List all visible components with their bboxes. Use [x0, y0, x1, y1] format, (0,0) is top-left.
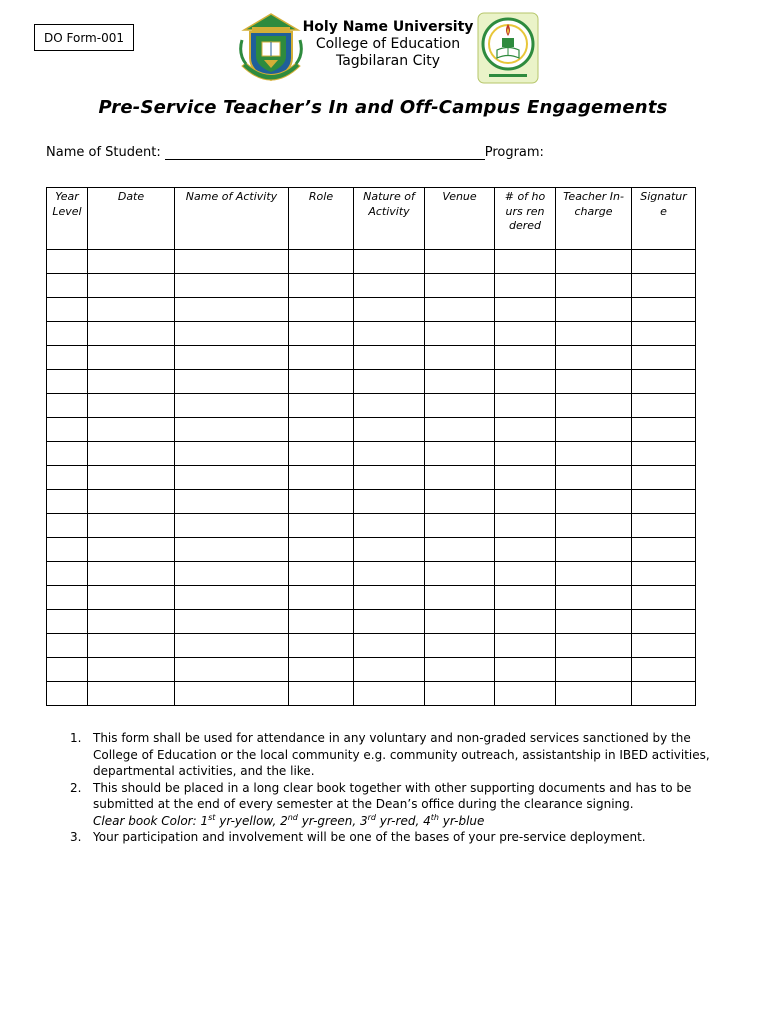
table-row — [47, 442, 696, 466]
table-cell[interactable] — [556, 490, 632, 514]
table-cell[interactable] — [88, 370, 175, 394]
table-cell[interactable] — [289, 538, 354, 562]
table-cell[interactable] — [289, 322, 354, 346]
college-of-education-logo-icon — [477, 12, 539, 84]
table-cell[interactable] — [354, 538, 425, 562]
column-header: Nature of Activity — [354, 188, 425, 250]
table-cell[interactable] — [88, 466, 175, 490]
table-cell[interactable] — [632, 610, 696, 634]
table-cell[interactable] — [175, 442, 289, 466]
table-cell[interactable] — [556, 346, 632, 370]
table-cell[interactable] — [175, 658, 289, 682]
table-cell[interactable] — [354, 322, 425, 346]
table-cell[interactable] — [425, 298, 495, 322]
table-cell[interactable] — [289, 394, 354, 418]
table-cell[interactable] — [175, 394, 289, 418]
table-cell[interactable] — [88, 346, 175, 370]
table-cell[interactable] — [88, 514, 175, 538]
table-cell[interactable] — [495, 682, 556, 706]
table-row — [47, 658, 696, 682]
table-cell[interactable] — [88, 298, 175, 322]
table-cell[interactable] — [47, 370, 88, 394]
table-cell[interactable] — [175, 274, 289, 298]
table-cell[interactable] — [556, 466, 632, 490]
table-cell[interactable] — [175, 490, 289, 514]
table-row — [47, 346, 696, 370]
color-note-part: yr-red, 4 — [375, 813, 431, 828]
instruction-number: 2. — [70, 780, 82, 795]
table-cell[interactable] — [47, 610, 88, 634]
table-cell[interactable] — [289, 634, 354, 658]
table-cell[interactable] — [47, 394, 88, 418]
table-header-row — [47, 188, 696, 250]
table-cell[interactable] — [47, 466, 88, 490]
table-cell[interactable] — [632, 634, 696, 658]
table-cell[interactable] — [425, 346, 495, 370]
table-cell[interactable] — [495, 658, 556, 682]
table-cell[interactable] — [88, 658, 175, 682]
table-cell[interactable] — [556, 418, 632, 442]
instruction-item — [66, 780, 726, 830]
table-cell[interactable] — [425, 490, 495, 514]
table-cell[interactable] — [354, 250, 425, 274]
table-cell[interactable] — [495, 610, 556, 634]
table-cell[interactable] — [354, 274, 425, 298]
instruction-item — [66, 829, 726, 846]
table-cell[interactable] — [88, 586, 175, 610]
instruction-text: This should be placed in a long clear book together with other supporting documents and has to be submitted at the end of every semester at the Dean’s office during the clearance signing. — [93, 780, 692, 811]
table-cell[interactable] — [175, 610, 289, 634]
table-cell[interactable] — [289, 370, 354, 394]
instruction-number: 3. — [70, 830, 82, 844]
table-cell[interactable] — [88, 250, 175, 274]
table-cell[interactable] — [495, 586, 556, 610]
table-cell[interactable] — [289, 658, 354, 682]
instruction-item — [66, 730, 726, 780]
table-cell[interactable] — [556, 514, 632, 538]
table-body — [47, 250, 696, 706]
table-cell[interactable] — [556, 538, 632, 562]
table-cell[interactable] — [175, 418, 289, 442]
table-cell[interactable] — [495, 322, 556, 346]
clear-book-color-note — [93, 814, 484, 828]
student-name-field[interactable] — [165, 145, 485, 160]
instructions-list — [66, 730, 726, 846]
table-cell[interactable] — [175, 562, 289, 586]
column-header: # of hours rendered — [495, 188, 556, 250]
table-cell[interactable] — [47, 682, 88, 706]
table-cell[interactable] — [495, 298, 556, 322]
form-code: DO Form-001 — [44, 30, 124, 45]
program-label: Program: — [484, 145, 544, 160]
table-cell[interactable] — [354, 370, 425, 394]
table-cell[interactable] — [175, 298, 289, 322]
table-cell[interactable] — [354, 298, 425, 322]
table-row — [47, 682, 696, 706]
university-logo-icon — [238, 10, 304, 90]
table-cell[interactable] — [354, 346, 425, 370]
table-cell[interactable] — [495, 442, 556, 466]
table-cell[interactable] — [88, 418, 175, 442]
table-cell[interactable] — [632, 442, 696, 466]
table-cell[interactable] — [175, 250, 289, 274]
table-row — [47, 250, 696, 274]
table-cell[interactable] — [556, 370, 632, 394]
table-cell[interactable] — [632, 538, 696, 562]
column-header: Venue — [425, 188, 495, 250]
table-cell[interactable] — [289, 562, 354, 586]
table-cell[interactable] — [47, 274, 88, 298]
table-cell[interactable] — [632, 370, 696, 394]
table-row — [47, 298, 696, 322]
table-cell[interactable] — [289, 418, 354, 442]
table-cell[interactable] — [632, 682, 696, 706]
table-cell[interactable] — [88, 682, 175, 706]
table-cell[interactable] — [495, 562, 556, 586]
color-note-part: yr-green, 3 — [297, 813, 368, 828]
table-cell[interactable] — [425, 634, 495, 658]
column-header: Signature — [632, 188, 696, 250]
table-cell[interactable] — [175, 466, 289, 490]
table-cell[interactable] — [175, 370, 289, 394]
table-cell[interactable] — [632, 322, 696, 346]
table-cell[interactable] — [425, 466, 495, 490]
table-cell[interactable] — [47, 562, 88, 586]
table-cell[interactable] — [88, 274, 175, 298]
form-code-box — [34, 24, 134, 51]
table-row — [47, 394, 696, 418]
table-cell[interactable] — [289, 514, 354, 538]
table-cell[interactable] — [495, 466, 556, 490]
table-cell[interactable] — [556, 610, 632, 634]
table-cell[interactable] — [556, 442, 632, 466]
table-row — [47, 610, 696, 634]
table-cell[interactable] — [175, 346, 289, 370]
table-cell[interactable] — [88, 562, 175, 586]
table-cell[interactable] — [556, 274, 632, 298]
table-cell[interactable] — [495, 346, 556, 370]
table-cell[interactable] — [289, 466, 354, 490]
header-text — [300, 19, 476, 70]
table-row — [47, 418, 696, 442]
color-note-superscript: nd — [287, 812, 298, 822]
table-cell[interactable] — [556, 586, 632, 610]
table-cell[interactable] — [632, 514, 696, 538]
instruction-text: Your participation and involvement will be one of the bases of your pre-service deployment. — [93, 830, 646, 844]
table-cell[interactable] — [354, 634, 425, 658]
student-name-label: Name of Student: — [46, 145, 161, 160]
table-row — [47, 466, 696, 490]
color-note-superscript: st — [208, 812, 216, 822]
table-cell[interactable] — [289, 682, 354, 706]
table-cell[interactable] — [289, 274, 354, 298]
table-cell[interactable] — [632, 586, 696, 610]
table-cell[interactable] — [495, 394, 556, 418]
table-cell[interactable] — [632, 298, 696, 322]
table-cell[interactable] — [632, 274, 696, 298]
table-cell[interactable] — [354, 442, 425, 466]
table-cell[interactable] — [354, 610, 425, 634]
table-cell[interactable] — [425, 562, 495, 586]
table-cell[interactable] — [354, 466, 425, 490]
table-cell[interactable] — [175, 538, 289, 562]
table-cell[interactable] — [88, 634, 175, 658]
table-cell[interactable] — [425, 442, 495, 466]
table-cell[interactable] — [354, 586, 425, 610]
table-cell[interactable] — [175, 322, 289, 346]
table-cell[interactable] — [632, 562, 696, 586]
table-cell[interactable] — [556, 658, 632, 682]
table-row — [47, 634, 696, 658]
table-cell[interactable] — [47, 322, 88, 346]
table-cell[interactable] — [495, 274, 556, 298]
table-cell[interactable] — [175, 586, 289, 610]
table-cell[interactable] — [88, 490, 175, 514]
city-name: Tagbilaran City — [335, 53, 441, 69]
column-header: Date — [88, 188, 175, 250]
table-cell[interactable] — [495, 370, 556, 394]
table-cell[interactable] — [88, 442, 175, 466]
table-cell[interactable] — [425, 394, 495, 418]
table-cell[interactable] — [425, 682, 495, 706]
table-cell[interactable] — [495, 250, 556, 274]
table-row — [47, 274, 696, 298]
table-row — [47, 322, 696, 346]
table-cell[interactable] — [47, 346, 88, 370]
table-row — [47, 562, 696, 586]
table-cell[interactable] — [354, 490, 425, 514]
color-note-superscript: th — [430, 812, 439, 822]
table-cell[interactable] — [425, 370, 495, 394]
table-cell[interactable] — [425, 610, 495, 634]
table-cell[interactable] — [47, 250, 88, 274]
table-cell[interactable] — [425, 658, 495, 682]
table-cell[interactable] — [556, 394, 632, 418]
table-cell[interactable] — [425, 250, 495, 274]
column-header: Name of Activity — [175, 188, 289, 250]
table-cell[interactable] — [556, 682, 632, 706]
table-cell[interactable] — [632, 346, 696, 370]
table-cell[interactable] — [425, 418, 495, 442]
column-header: Role — [289, 188, 354, 250]
table-cell[interactable] — [425, 538, 495, 562]
table-cell[interactable] — [289, 490, 354, 514]
color-note-part: yr-yellow, 2 — [215, 813, 288, 828]
column-header: Year Level — [47, 188, 88, 250]
table-cell[interactable] — [632, 490, 696, 514]
table-cell[interactable] — [354, 658, 425, 682]
table-row — [47, 370, 696, 394]
table-cell[interactable] — [175, 514, 289, 538]
table-row — [47, 538, 696, 562]
table-cell[interactable] — [47, 490, 88, 514]
table-cell[interactable] — [556, 298, 632, 322]
table-cell[interactable] — [47, 634, 88, 658]
color-note-superscript: rd — [367, 812, 376, 822]
table-row — [47, 586, 696, 610]
table-cell[interactable] — [289, 346, 354, 370]
table-cell[interactable] — [425, 274, 495, 298]
instruction-text: This form shall be used for attendance in any voluntary and non-graded services sanctioned by the College of Education or the local community e.g. community outreach, assistantship in IBED activities, departmental activities, and the like. — [93, 731, 710, 778]
column-header: Teacher In-charge — [556, 188, 632, 250]
table-row — [47, 490, 696, 514]
college-name: College of Education — [315, 36, 461, 52]
table-cell[interactable] — [47, 658, 88, 682]
table-cell[interactable] — [354, 418, 425, 442]
table-cell[interactable] — [354, 682, 425, 706]
table-cell[interactable] — [175, 634, 289, 658]
table-cell[interactable] — [289, 586, 354, 610]
table-cell[interactable] — [556, 250, 632, 274]
table-cell[interactable] — [495, 538, 556, 562]
table-cell[interactable] — [425, 322, 495, 346]
table-cell[interactable] — [495, 418, 556, 442]
table-cell[interactable] — [632, 466, 696, 490]
table-cell[interactable] — [47, 586, 88, 610]
table-cell[interactable] — [556, 562, 632, 586]
table-cell[interactable] — [47, 538, 88, 562]
color-note-part: Clear book Color: 1 — [93, 813, 209, 828]
table-cell[interactable] — [495, 514, 556, 538]
table-cell[interactable] — [289, 442, 354, 466]
table-cell[interactable] — [354, 394, 425, 418]
table-cell[interactable] — [47, 418, 88, 442]
table-cell[interactable] — [289, 298, 354, 322]
instruction-number: 1. — [70, 731, 82, 745]
table-cell[interactable] — [289, 610, 354, 634]
table-cell[interactable] — [632, 418, 696, 442]
table-cell[interactable] — [632, 250, 696, 274]
table-cell[interactable] — [354, 562, 425, 586]
table-cell[interactable] — [495, 490, 556, 514]
form-title: Pre-Service Teacher’s In and Off-Campus Engagements — [98, 97, 668, 118]
table-cell[interactable] — [632, 658, 696, 682]
student-info-line — [46, 145, 544, 160]
table-cell[interactable] — [47, 514, 88, 538]
table-cell[interactable] — [556, 634, 632, 658]
university-name: Holy Name University — [302, 19, 474, 35]
table-cell[interactable] — [88, 610, 175, 634]
table-cell[interactable] — [495, 634, 556, 658]
table-cell[interactable] — [88, 394, 175, 418]
table-cell[interactable] — [425, 514, 495, 538]
engagement-log-table — [46, 187, 696, 706]
table-row — [47, 514, 696, 538]
table-cell[interactable] — [47, 442, 88, 466]
table-cell[interactable] — [88, 322, 175, 346]
table-cell[interactable] — [354, 514, 425, 538]
table-cell[interactable] — [556, 322, 632, 346]
table-cell[interactable] — [175, 682, 289, 706]
color-note-part: yr-blue — [438, 813, 485, 828]
table-cell[interactable] — [88, 538, 175, 562]
table-cell[interactable] — [632, 394, 696, 418]
table-cell[interactable] — [289, 250, 354, 274]
table-cell[interactable] — [425, 586, 495, 610]
table-cell[interactable] — [47, 298, 88, 322]
